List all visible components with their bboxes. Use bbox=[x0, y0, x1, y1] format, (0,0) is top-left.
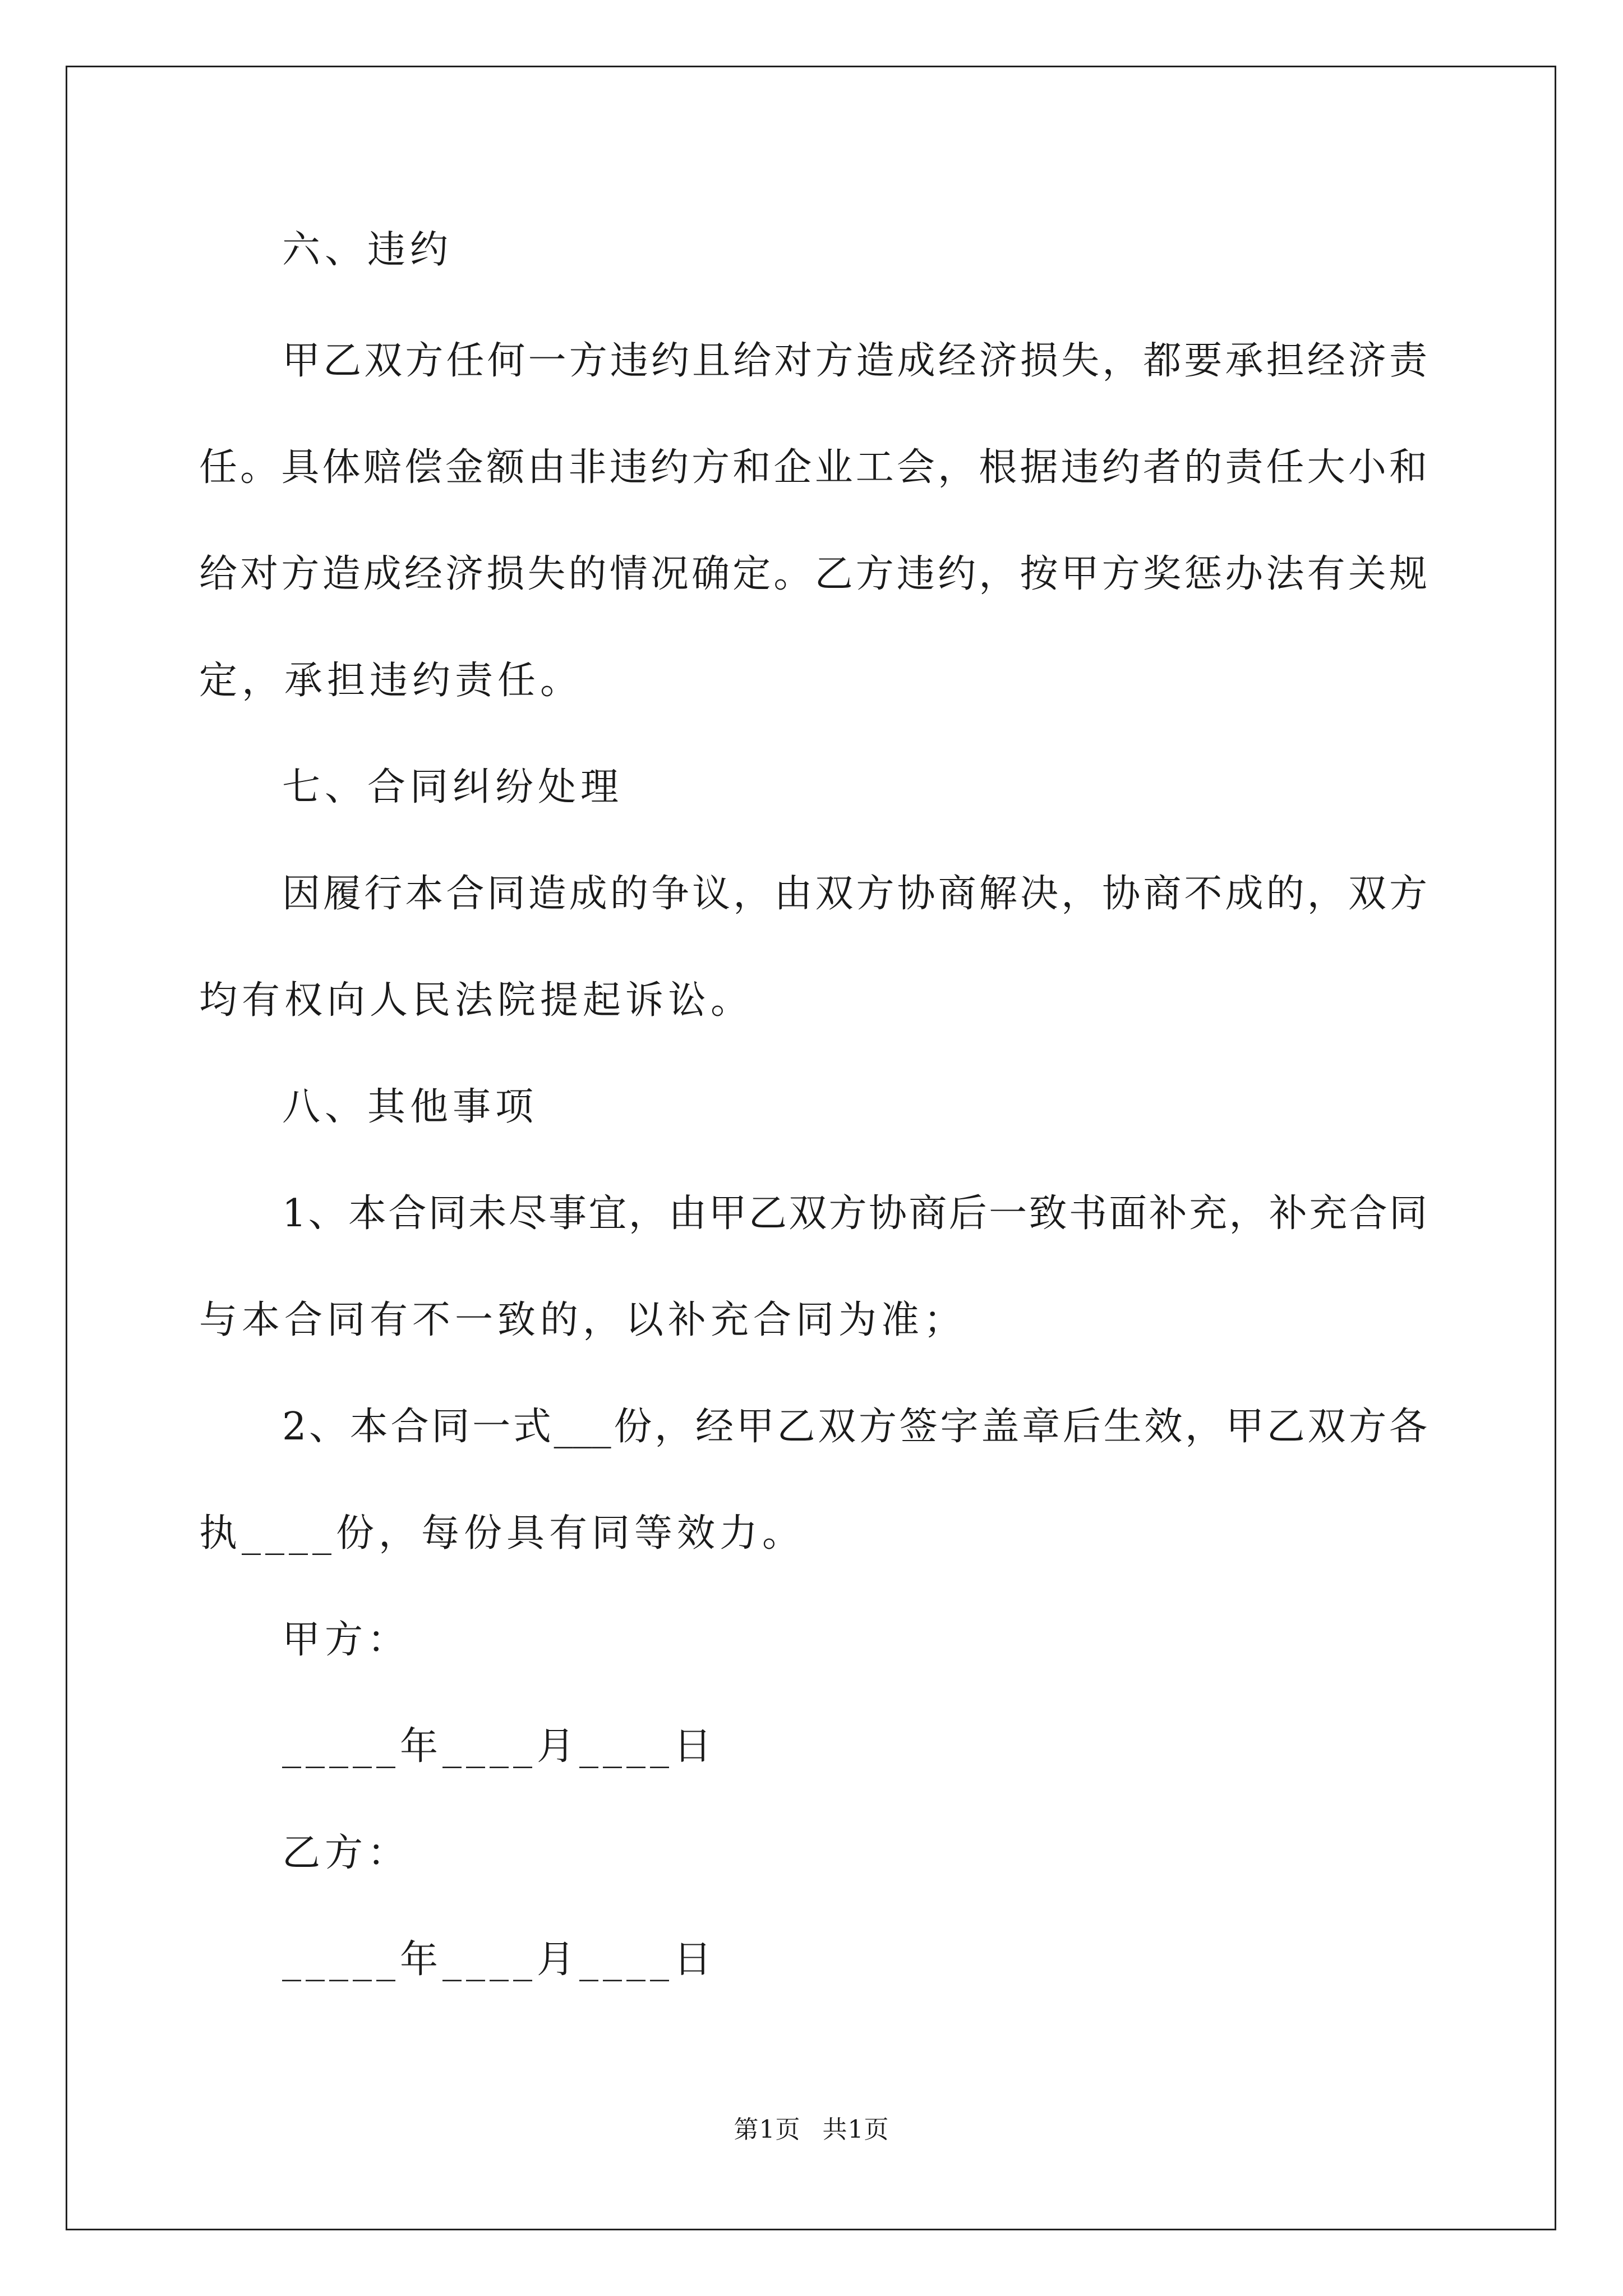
party-b-label: 乙方： bbox=[282, 1831, 411, 1875]
paragraph-line: 定，承担违约责任。 bbox=[199, 659, 583, 703]
section-heading-other: 八、其他事项 bbox=[282, 1085, 538, 1129]
section-heading-breach: 六、违约 bbox=[282, 228, 453, 272]
paragraph-line: 任。具体赔偿金额由非违约方和企业工会，根据违约者的责任大小和 bbox=[199, 445, 1427, 490]
paragraph-line: 执____份，每份具有同等效力。 bbox=[199, 1511, 805, 1556]
party-a-label: 甲方： bbox=[282, 1618, 411, 1662]
paragraph-line: 给对方造成经济损失的情况确定。乙方违约，按甲方奖惩办法有关规 bbox=[199, 552, 1427, 596]
paragraph-line: 2、本合同一式___份，经甲乙双方签字盖章后生效，甲乙双方各 bbox=[282, 1405, 1427, 1449]
page-footer bbox=[0, 2115, 1623, 2144]
page-number: 第1页 bbox=[734, 2115, 801, 2144]
paragraph-line: 甲乙双方任何一方违约且给对方造成经济损失，都要承担经济责 bbox=[282, 339, 1427, 383]
party-a-date: _____年____月____日 bbox=[282, 1724, 717, 1769]
paragraph-line: 因履行本合同造成的争议，由双方协商解决，协商不成的，双方 bbox=[282, 872, 1427, 916]
paragraph-line: 均有权向人民法院提起诉讼。 bbox=[199, 978, 754, 1023]
party-b-date: _____年____月____日 bbox=[282, 1938, 717, 1982]
paragraph-line: 1、本合同未尽事宜，由甲乙双方协商后一致书面补充，补充合同 bbox=[282, 1191, 1427, 1236]
section-heading-dispute: 七、合同纠纷处理 bbox=[282, 765, 624, 809]
paragraph-line: 与本合同有不一致的，以补充合同为准； bbox=[199, 1298, 967, 1342]
page-total: 共1页 bbox=[822, 2115, 889, 2144]
page-border bbox=[66, 66, 1556, 2230]
